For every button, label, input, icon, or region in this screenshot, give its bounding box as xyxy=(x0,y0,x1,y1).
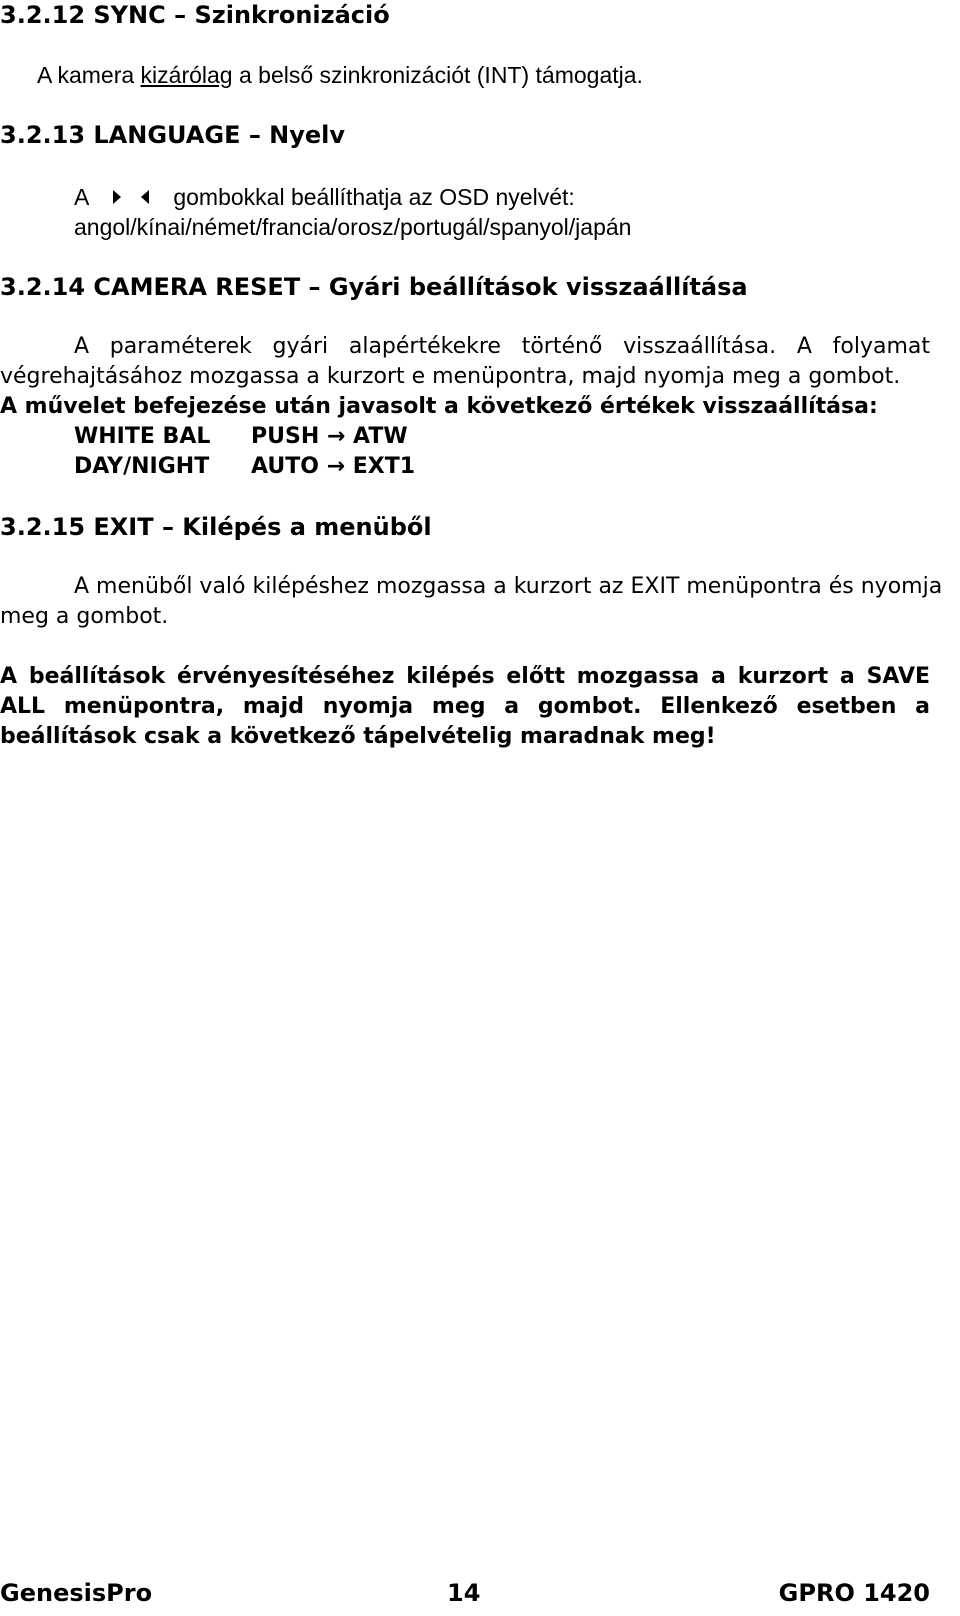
section-3-2-13-heading: 3.2.13 LANGUAGE – Nyelv xyxy=(0,121,346,149)
setting-row xyxy=(74,422,960,452)
section-3-2-14-p1-line1: A paraméterek gyári alapértékekre történő visszaállítása. A folyamat xyxy=(74,334,930,359)
setting-to: ATW xyxy=(353,424,408,449)
setting-to: EXT1 xyxy=(352,454,416,479)
note-line1: A beállítások érvényesítéséhez kilépés előtt mozgassa a kurzort a SAVE xyxy=(0,664,930,689)
setting-name: DAY/NIGHT xyxy=(74,454,210,479)
setting-from: AUTO xyxy=(251,454,319,479)
note-line2: ALL menüpontra, majd nyomja meg a gombot. Ellenkező esetben a xyxy=(0,694,930,719)
text-part: A xyxy=(74,184,90,210)
section-3-2-14-heading: 3.2.14 CAMERA RESET – Gyári beállítások visszaállítása xyxy=(0,273,748,301)
text-part: A kamera xyxy=(37,62,141,88)
section-3-2-12-text xyxy=(37,60,960,90)
right-arrow-icon xyxy=(113,190,121,204)
footer-brand: GenesisPro xyxy=(0,1579,153,1607)
setting-name: WHITE BAL xyxy=(74,424,211,449)
note-line3: beállítások csak a következő tápelvételig maradnak meg! xyxy=(0,724,716,749)
section-3-2-15-line1: A menüből való kilépéshez mozgassa a kurzort az EXIT menüpontra és nyomja xyxy=(74,574,943,599)
section-3-2-13-line1 xyxy=(74,182,960,212)
text-part: gombokkal beállíthatja az OSD nyelvét: xyxy=(173,184,575,210)
section-3-2-12-heading: 3.2.12 SYNC – Szinkronizáció xyxy=(0,1,390,29)
section-3-2-15-line2: meg a gombot. xyxy=(0,604,169,629)
footer-model: GPRO 1420 xyxy=(778,1579,930,1607)
underlined-word: kizárólag xyxy=(140,62,233,88)
right-arrow-icon: → xyxy=(326,424,346,449)
section-3-2-14-bold-line: A művelet befejezése után javasolt a következő értékek visszaállítása: xyxy=(0,394,878,419)
text-part: a belső szinkronizációt (INT) támogatja. xyxy=(232,62,643,88)
section-3-2-13-line2: angol/kínai/német/francia/orosz/portugál/spanyol/japán xyxy=(74,214,632,240)
section-3-2-14-p1-line2: végrehajtásához mozgassa a kurzort e menüpontra, majd nyomja meg a gombot. xyxy=(0,364,901,389)
left-arrow-icon xyxy=(141,190,149,204)
setting-row xyxy=(74,452,960,482)
setting-from: PUSH xyxy=(251,424,320,449)
section-3-2-15-heading: 3.2.15 EXIT – Kilépés a menüből xyxy=(0,513,432,541)
footer-page-number: 14 xyxy=(447,1579,481,1607)
right-arrow-icon: → xyxy=(326,454,346,479)
